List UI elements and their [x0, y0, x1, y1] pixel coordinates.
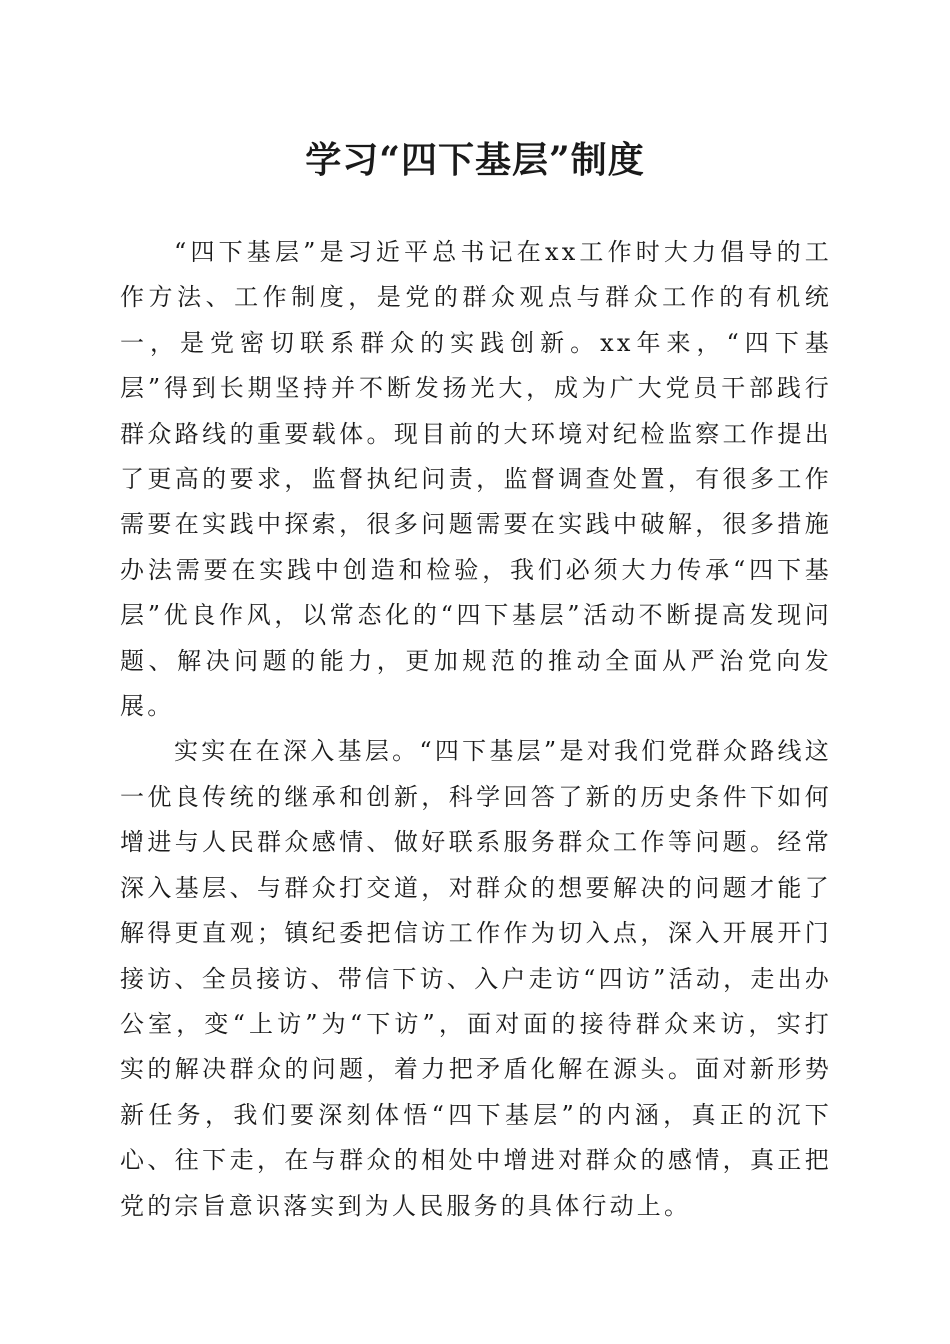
body-paragraph-2: 实实在在深入基层。“四下基层”是对我们党群众路线这一优良传统的继承和创新，科学回答了新的历史条件下如何增进与人民群众感情、做好联系服务群众工作等问题。经常深入基层、与群众打交道，对群众的想要解决的问题才能了解得更直观；镇纪委把信访工作作为切入点，深入开展开门接访、全员接访、带信下访、入户走访“四访”活动，走出办公室，变“上访”为“下访”，面对面的接待群众来访，实打实的解决群众的问题，着力把矛盾化解在源头。面对新形势新任务，我们要深刻体悟“四下基层”的内涵，真正的沉下心、往下走，在与群众的相处中增进对群众的感情，真正把党的宗旨意识落实到为人民服务的具体行动上。 — [120, 737, 832, 1220]
body-paragraph-1: “四下基层”是习近平总书记在xx工作时大力倡导的工作方法、工作制度，是党的群众观点与群众工作的有机统一，是党密切联系群众的实践创新。xx年来，“四下基层”得到长期坚持并不断发扬光大，成为广大党员干部践行群众路线的重要载体。现目前的大环境对纪检监察工作提出了更高的要求，监督执纪问责，监督调查处置，有很多工作需要在实践中探索，很多问题需要在实践中破解，很多措施办法需要在实践中创造和检验，我们必须大力传承“四下基层”优良作风，以常态化的“四下基层”活动不断提高发现问题、解决问题的能力，更加规范的推动全面从严治党向发展。 — [120, 238, 832, 721]
document-body — [120, 230, 832, 1229]
document-title: 学习“四下基层”制度 — [305, 139, 645, 181]
